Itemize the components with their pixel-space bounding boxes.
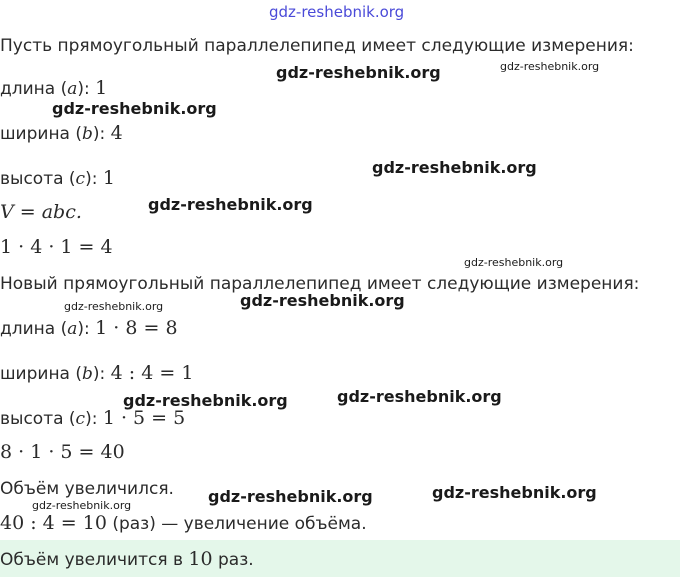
width-var: b: [82, 124, 93, 144]
width-value: 4: [110, 122, 123, 144]
watermark: gdz-reshebnik.org: [500, 60, 600, 73]
length-line-1: [0, 78, 107, 99]
ratio-text: (раз) — увеличение объёма.: [106, 514, 367, 534]
width-close: ):: [92, 124, 111, 144]
answer-line: [0, 549, 254, 570]
watermark: gdz-reshebnik.org: [123, 391, 288, 410]
width-line-2: [0, 363, 193, 384]
intro-text-2: Новый прямоугольный параллелепипед имеет следующие измерения:: [0, 274, 640, 294]
watermark: gdz-reshebnik.org: [240, 291, 405, 310]
ratio-math: 40 : 4 = 10: [0, 512, 107, 534]
height-close-2: ):: [85, 409, 103, 429]
height-value-2: 1 · 5 = 5: [102, 407, 186, 429]
height-close: ):: [85, 169, 103, 189]
height-line-2: [0, 408, 185, 429]
length-label: длина (: [0, 79, 68, 99]
watermark: gdz-reshebnik.org: [148, 195, 313, 214]
length-var: a: [67, 79, 78, 99]
watermark: gdz-reshebnik.org: [208, 487, 373, 506]
answer-number: 10: [188, 548, 213, 570]
volume-increased-text: Объём увеличился.: [0, 479, 174, 499]
answer-box: [0, 540, 680, 577]
watermark: gdz-reshebnik.org: [52, 99, 217, 118]
length-line-2: [0, 318, 178, 339]
height-value: 1: [102, 167, 115, 189]
volume-formula: V = abc.: [0, 201, 82, 223]
intro-text: Пусть прямоугольный параллелепипед имеет следующие измерения:: [0, 36, 634, 56]
height-var-2: c: [75, 409, 86, 429]
height-label: высота (: [0, 169, 76, 189]
length-label-2: длина (: [0, 319, 68, 339]
length-close-2: ):: [77, 319, 96, 339]
watermark: gdz-reshebnik.org: [337, 387, 502, 406]
watermark: gdz-reshebnik.org: [372, 158, 537, 177]
length-close: ):: [77, 79, 96, 99]
width-line-1: [0, 123, 123, 144]
volume-calc-1: 1 · 4 · 1 = 4: [0, 236, 113, 258]
height-line-1: [0, 168, 115, 189]
length-value-2: 1 · 8 = 8: [95, 317, 178, 339]
height-label-2: высота (: [0, 409, 76, 429]
watermark: gdz-reshebnik.org: [276, 63, 441, 82]
ratio-line: [0, 513, 367, 534]
answer-pre: Объём увеличится в: [0, 550, 189, 570]
width-var-2: b: [82, 364, 93, 384]
length-var-2: a: [67, 319, 78, 339]
width-label: ширина (: [0, 124, 83, 144]
watermark: gdz-reshebnik.org: [432, 483, 597, 502]
watermark: gdz-reshebnik.org: [64, 300, 164, 313]
answer-post: раз.: [212, 550, 254, 570]
volume-calc-2: 8 · 1 · 5 = 40: [0, 441, 125, 463]
width-value-2: 4 : 4 = 1: [110, 362, 194, 384]
length-value: 1: [95, 77, 108, 99]
watermark: gdz-reshebnik.org: [32, 499, 132, 512]
watermark: gdz-reshebnik.org: [464, 256, 564, 269]
watermark-top: gdz-reshebnik.org: [269, 3, 405, 21]
width-close-2: ):: [92, 364, 111, 384]
width-label-2: ширина (: [0, 364, 83, 384]
height-var: c: [75, 169, 86, 189]
